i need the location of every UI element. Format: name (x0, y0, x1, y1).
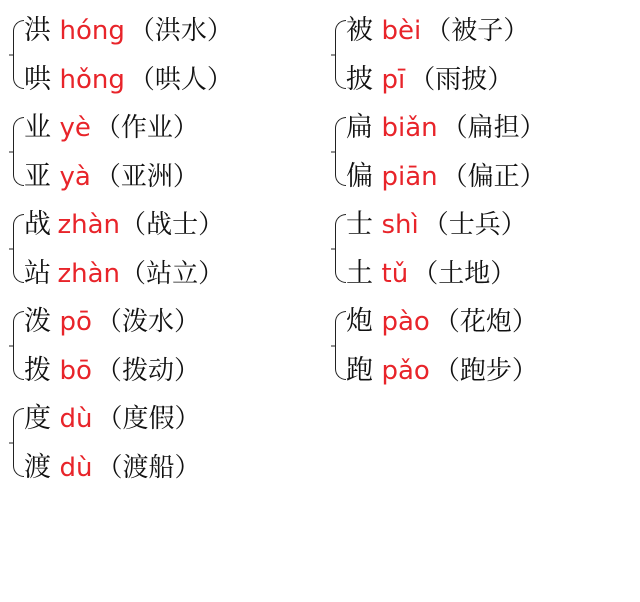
open-paren: （ (128, 16, 155, 45)
example-word: 扁担 (467, 113, 520, 142)
pair-rows (346, 200, 636, 297)
pinyin: pǎo (381, 356, 430, 386)
character: 拨 (24, 355, 52, 385)
pair-rows (24, 103, 320, 200)
character-pair-group (330, 200, 636, 297)
close-paren: ） (503, 16, 530, 45)
character-row (346, 105, 636, 149)
close-paren: ） (500, 210, 527, 239)
character-pair-group (8, 6, 320, 103)
close-paren: ） (174, 453, 201, 482)
close-paren: ） (172, 113, 199, 142)
pinyin: dù (59, 453, 93, 483)
character-row (24, 348, 320, 392)
example-word: 跑步 (459, 356, 512, 385)
pair-rows (24, 297, 320, 394)
left-column (4, 6, 320, 491)
close-paren: ） (511, 356, 538, 385)
example-word: 士兵 (448, 210, 501, 239)
close-paren: ） (173, 307, 200, 336)
columns-container (4, 6, 636, 491)
pinyin: bō (59, 356, 92, 386)
pinyin: yà (59, 162, 91, 192)
character: 披 (346, 64, 374, 94)
open-paren: （ (422, 210, 449, 239)
curly-brace-icon (330, 6, 346, 103)
character: 偏 (346, 161, 374, 191)
open-paren: （ (128, 65, 155, 94)
close-paren: ） (198, 259, 225, 288)
example-word: 渡船 (122, 453, 175, 482)
character-row (24, 445, 320, 489)
open-paren: （ (95, 356, 122, 385)
pinyin: piān (381, 162, 438, 192)
close-paren: ） (172, 162, 199, 191)
character: 炮 (346, 306, 374, 336)
pair-rows (346, 103, 636, 200)
pair-rows (24, 200, 320, 297)
character-row (346, 8, 636, 52)
close-paren: ） (198, 210, 225, 239)
open-paren: （ (94, 113, 121, 142)
character-row (346, 251, 636, 295)
character-row (346, 202, 636, 246)
example-word: 亚洲 (120, 162, 173, 191)
open-paren: （ (120, 210, 147, 239)
close-paren: ） (174, 404, 201, 433)
close-paren: ） (206, 65, 233, 94)
pinyin: pī (381, 65, 406, 95)
open-paren: （ (94, 162, 121, 191)
character-pair-group (8, 297, 320, 394)
pinyin: hóng (59, 16, 125, 46)
example-word: 被子 (451, 16, 504, 45)
example-word: 雨披 (435, 65, 488, 94)
pair-rows (346, 6, 636, 103)
open-paren: （ (409, 65, 436, 94)
character-row (24, 57, 320, 101)
character-pair-group (8, 103, 320, 200)
curly-brace-icon (8, 297, 24, 394)
open-paren: （ (433, 307, 460, 336)
character-row (24, 251, 320, 295)
pinyin: zhàn (57, 259, 121, 289)
character-row (24, 396, 320, 440)
character-pair-group (330, 297, 636, 394)
close-paren: ） (511, 307, 538, 336)
pinyin: pào (381, 307, 430, 337)
pair-rows (346, 297, 636, 394)
close-paren: ） (173, 356, 200, 385)
close-paren: ） (487, 65, 514, 94)
character: 哄 (24, 64, 52, 94)
close-paren: ） (519, 113, 546, 142)
open-paren: （ (96, 453, 123, 482)
open-paren: （ (433, 356, 460, 385)
close-paren: ） (519, 162, 546, 191)
right-column (320, 6, 636, 394)
example-word: 洪水 (154, 16, 207, 45)
open-paren: （ (95, 307, 122, 336)
character-row (24, 299, 320, 343)
character-row (346, 348, 636, 392)
character: 士 (346, 209, 374, 239)
pinyin: hǒng (59, 65, 125, 95)
curly-brace-icon (8, 200, 24, 297)
pair-rows (24, 6, 320, 103)
character: 亚 (24, 161, 52, 191)
pinyin: dù (59, 404, 93, 434)
curly-brace-icon (330, 297, 346, 394)
curly-brace-icon (8, 103, 24, 200)
example-word: 花炮 (459, 307, 512, 336)
character-row (346, 57, 636, 101)
curly-brace-icon (330, 200, 346, 297)
curly-brace-icon (8, 394, 24, 491)
character: 战 (24, 209, 52, 239)
character-row (346, 299, 636, 343)
pinyin: pō (59, 307, 92, 337)
close-paren: ） (490, 259, 517, 288)
character: 度 (24, 403, 52, 433)
example-word: 作业 (120, 113, 173, 142)
open-paren: （ (441, 113, 468, 142)
character: 渡 (24, 452, 52, 482)
close-paren: ） (206, 16, 233, 45)
example-word: 偏正 (467, 162, 520, 191)
pinyin: tǔ (381, 259, 409, 289)
pinyin: yè (59, 113, 91, 143)
example-word: 站立 (146, 259, 199, 288)
open-paren: （ (441, 162, 468, 191)
character-row (346, 154, 636, 198)
character-row (24, 154, 320, 198)
character: 洪 (24, 15, 52, 45)
open-paren: （ (412, 259, 439, 288)
character: 扁 (346, 112, 374, 142)
character-row (24, 202, 320, 246)
character: 站 (24, 258, 52, 288)
curly-brace-icon (8, 6, 24, 103)
pair-rows (24, 394, 320, 491)
character-pair-group (330, 103, 636, 200)
character-row (24, 8, 320, 52)
example-word: 拨动 (121, 356, 174, 385)
pinyin: bèi (381, 16, 422, 46)
example-word: 土地 (438, 259, 491, 288)
character-pair-group (8, 394, 320, 491)
character: 跑 (346, 355, 374, 385)
example-word: 战士 (146, 210, 199, 239)
curly-brace-icon (330, 103, 346, 200)
character-row (24, 105, 320, 149)
pinyin: zhàn (57, 210, 121, 240)
character-pair-group (330, 6, 636, 103)
example-word: 泼水 (121, 307, 174, 336)
character-pair-group (8, 200, 320, 297)
character: 泼 (24, 306, 52, 336)
pinyin: biǎn (381, 113, 438, 143)
character: 业 (24, 112, 52, 142)
example-word: 哄人 (154, 65, 207, 94)
character: 被 (346, 15, 374, 45)
pinyin: shì (381, 210, 419, 240)
open-paren: （ (425, 16, 452, 45)
example-word: 度假 (122, 404, 175, 433)
open-paren: （ (96, 404, 123, 433)
character: 土 (346, 258, 374, 288)
open-paren: （ (120, 259, 147, 288)
